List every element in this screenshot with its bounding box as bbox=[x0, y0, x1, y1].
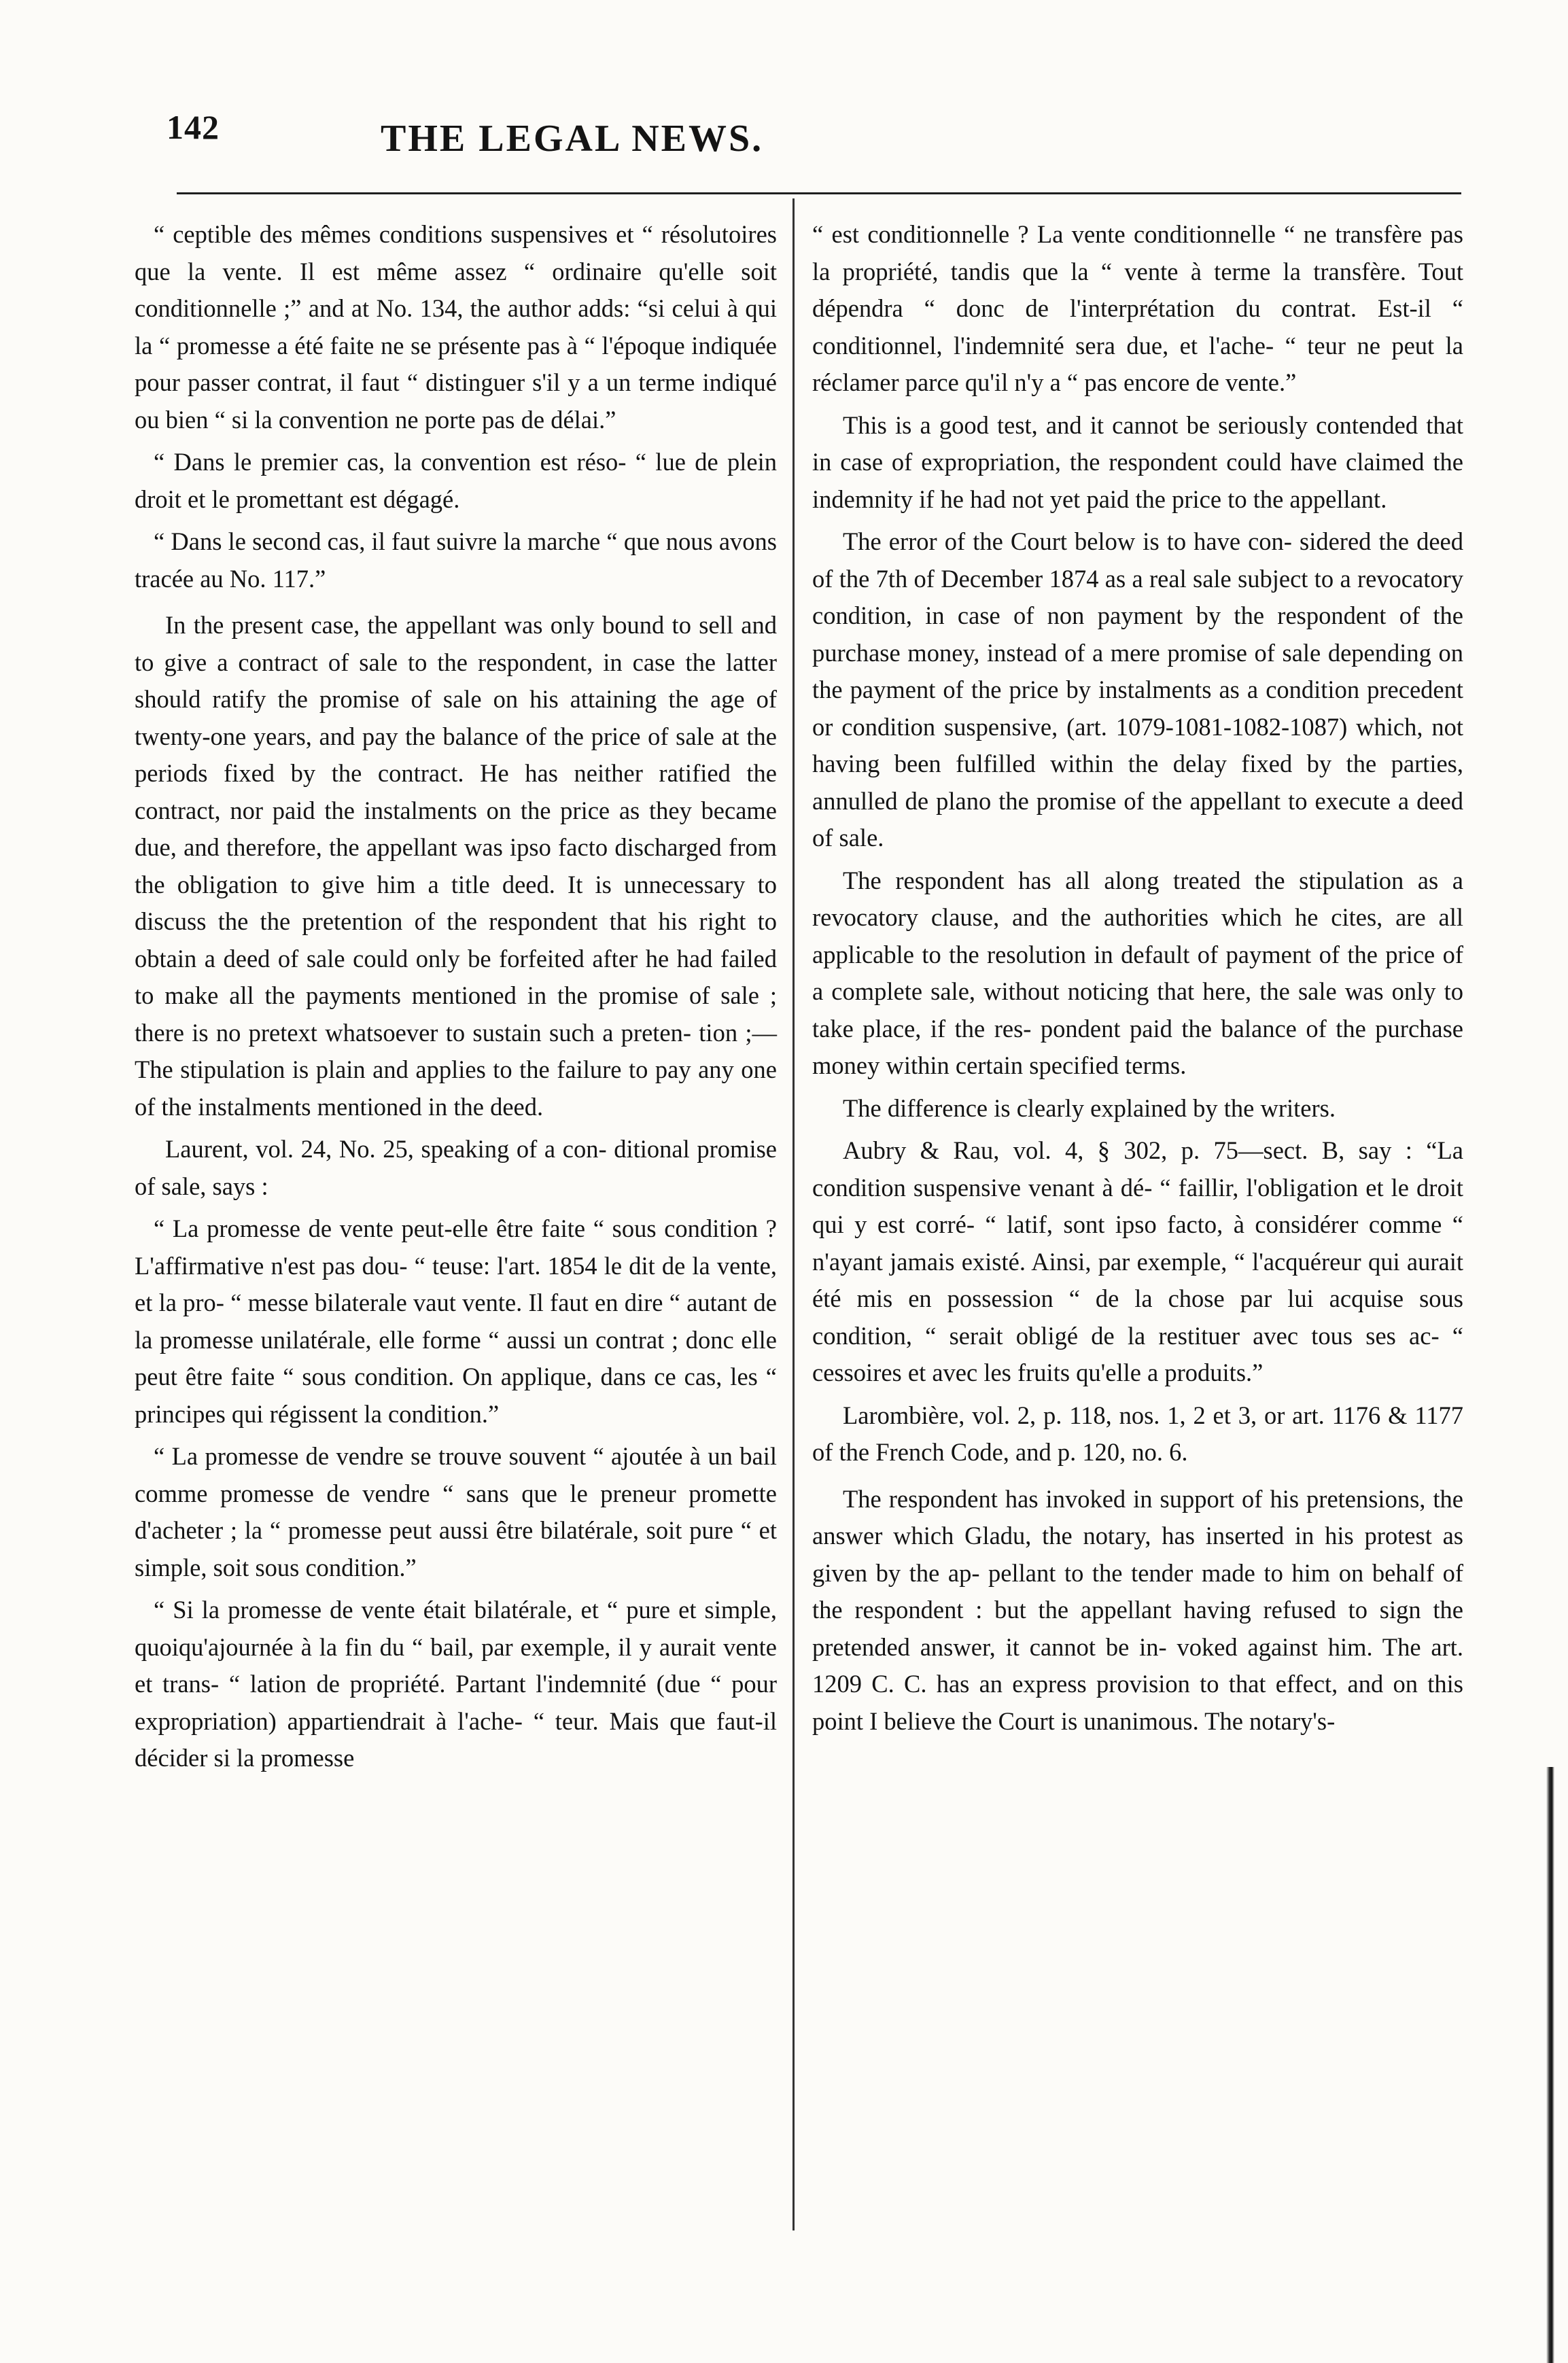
paragraph: “ La promesse de vente peut-elle être faite “ sous condition ? L'affirmative n'est pas dou- “ teuse: l'art. 1854 le dit de la vente, et la pro- “ messe bilaterale vaut vente. Il faut en dire “ autant de la promesse unilatérale, elle forme “ aussi un contrat ; donc elle peut être faite “ sous condition. On applique, dans ce cas, les “ principes qui régissent la condition.” bbox=[135, 1214, 777, 1428]
paragraph: Laurent, vol. 24, No. 25, speaking of a con- ditional promise of sale, says : bbox=[135, 1135, 777, 1200]
paragraph: This is a good test, and it cannot be seriously contended that in case of expropriation, the respondent could have claimed the indemnity if he had not yet paid the price to the appellant. bbox=[812, 410, 1463, 513]
paragraph: The difference is clearly explained by the writers. bbox=[843, 1093, 1336, 1122]
page-edge-shadow bbox=[1546, 1767, 1554, 2363]
page-number: 142 bbox=[167, 108, 220, 146]
paragraph: “ ceptible des mêmes conditions suspensives et “ résolutoires que la vente. Il est même assez “ ordinaire qu'elle soit conditionnelle ;” and at No. 134, the author adds: “si celui à qui la “ promesse a été faite ne se présente pas à “ l'époque indiquée pour passer contrat, il faut “ distinguer s'il y a un terme indiqué ou bien “ si la convention ne porte pas de délai.” bbox=[135, 220, 777, 434]
paragraph: “ Si la promesse de vente était bilatérale, et “ pure et simple, quoiqu'ajournée à la fin du “ bail, par exemple, il y aurait vente et trans- “ lation de propriété. Partant l'indemnité (due “ pour expropriation) appartiendrait à l'ache- “ teur. Mais que faut-il décider si la promesse bbox=[135, 1596, 777, 1772]
paragraph: The error of the Court below is to have con- sidered the deed of the 7th of December 1874 as a real sale subject to a revocatory condition, in case of non payment by the respondent of the purchase money, instead of a mere promise of sale depending on the payment of the price by instalments as a condition precedent or condition suspensive, (art. 1079-1081-1082-1087) which, not having been fulfilled within the delay fixed by the parties, annulled de plano the promise of the appellant to execute a deed of sale. bbox=[812, 527, 1463, 852]
paragraph: “ La promesse de vendre se trouve souvent “ ajoutée à un bail comme promesse de vendre “ sans que le preneur promette d'acheter ; la “ promesse peut aussi être bilatérale, soit pure “ et simple, soit sous condition.” bbox=[135, 1442, 777, 1581]
paragraph: Larombière, vol. 2, p. 118, nos. 1, 2 et 3, or art. 1176 & 1177 of the French Code, and p. 120, no. 6. bbox=[812, 1401, 1463, 1466]
paragraph: In the present case, the appellant was only bound to sell and to give a contract of sale to the respondent, in case the latter should ratify the promise of sale on his attaining the age of twenty-one years, and pay the balance of the price of sale at the periods fixed by the contract. He has neither ratified the contract, nor paid the instalments on the price as they became due, and therefore, the appellant was ipso facto discharged from the obligation to give him a title deed. It is unnecessary to discuss the the pretention of the respondent that his right to obtain a deed of sale could only be forfeited after he had failed to make all the payments mentioned in the promise of sale ; there is no pretext whatsoever to sustain such a preten- tion ;—The stipulation is plain and applies to the failure to pay any one of the instalments mentioned in the deed. bbox=[135, 611, 777, 1121]
left-column bbox=[135, 216, 777, 1783]
paragraph: Aubry & Rau, vol. 4, § 302, p. 75—sect. B, say : “La condition suspensive venant à dé- “ faillir, l'obligation et le droit qui y est corré- “ latif, sont ipso facto, à considérer comme “ n'ayant jamais existé. Ainsi, par exemple, “ l'acquéreur qui aurait été mis en possession “ de la chose par lui acquise sous condition, “ serait obligé de la restituer avec tous ses ac- “ cessoires et avec les fruits qu'elle a produits.” bbox=[812, 1136, 1463, 1386]
paragraph: The respondent has all along treated the stipulation as a revocatory clause, and the authorities which he cites, are all applicable to the resolution in default of payment of the price of a complete sale, without noticing that here, the sale was only to take place, if the res- pondent paid the balance of the purchase money within certain specified terms. bbox=[812, 866, 1463, 1079]
running-head: THE LEGAL NEWS. bbox=[381, 118, 764, 160]
paragraph: “ Dans le premier cas, la convention est réso- “ lue de plein droit et le promettant est dégagé. bbox=[135, 448, 777, 513]
header-rule bbox=[177, 192, 1461, 194]
paragraph: “ Dans le second cas, il faut suivre la marche “ que nous avons tracée au No. 117.” bbox=[135, 527, 777, 593]
right-column bbox=[812, 216, 1463, 1745]
paragraph: “ est conditionnelle ? La vente conditionnelle “ ne transfère pas la propriété, tandis que la “ vente à terme la transfère. Tout dépendra “ donc de l'interprétation du contrat. Est-il “ conditionnel, l'indemnité sera due, et l'ache- “ teur ne peut la réclamer parce qu'il n'y a “ pas encore de vente.” bbox=[812, 220, 1463, 396]
paragraph: The respondent has invoked in support of his pretensions, the answer which Gladu, the notary, has inserted in his protest as given by the ap- pellant to the tender made to him on behalf of the respondent : but the appellant having refused to sign the pretended answer, it cannot be in- voked against him. The art. 1209 C. C. has an express provision to that effect, and on this point I believe the Court is unanimous. The notary's- bbox=[812, 1484, 1463, 1735]
column-divider bbox=[792, 198, 795, 2230]
